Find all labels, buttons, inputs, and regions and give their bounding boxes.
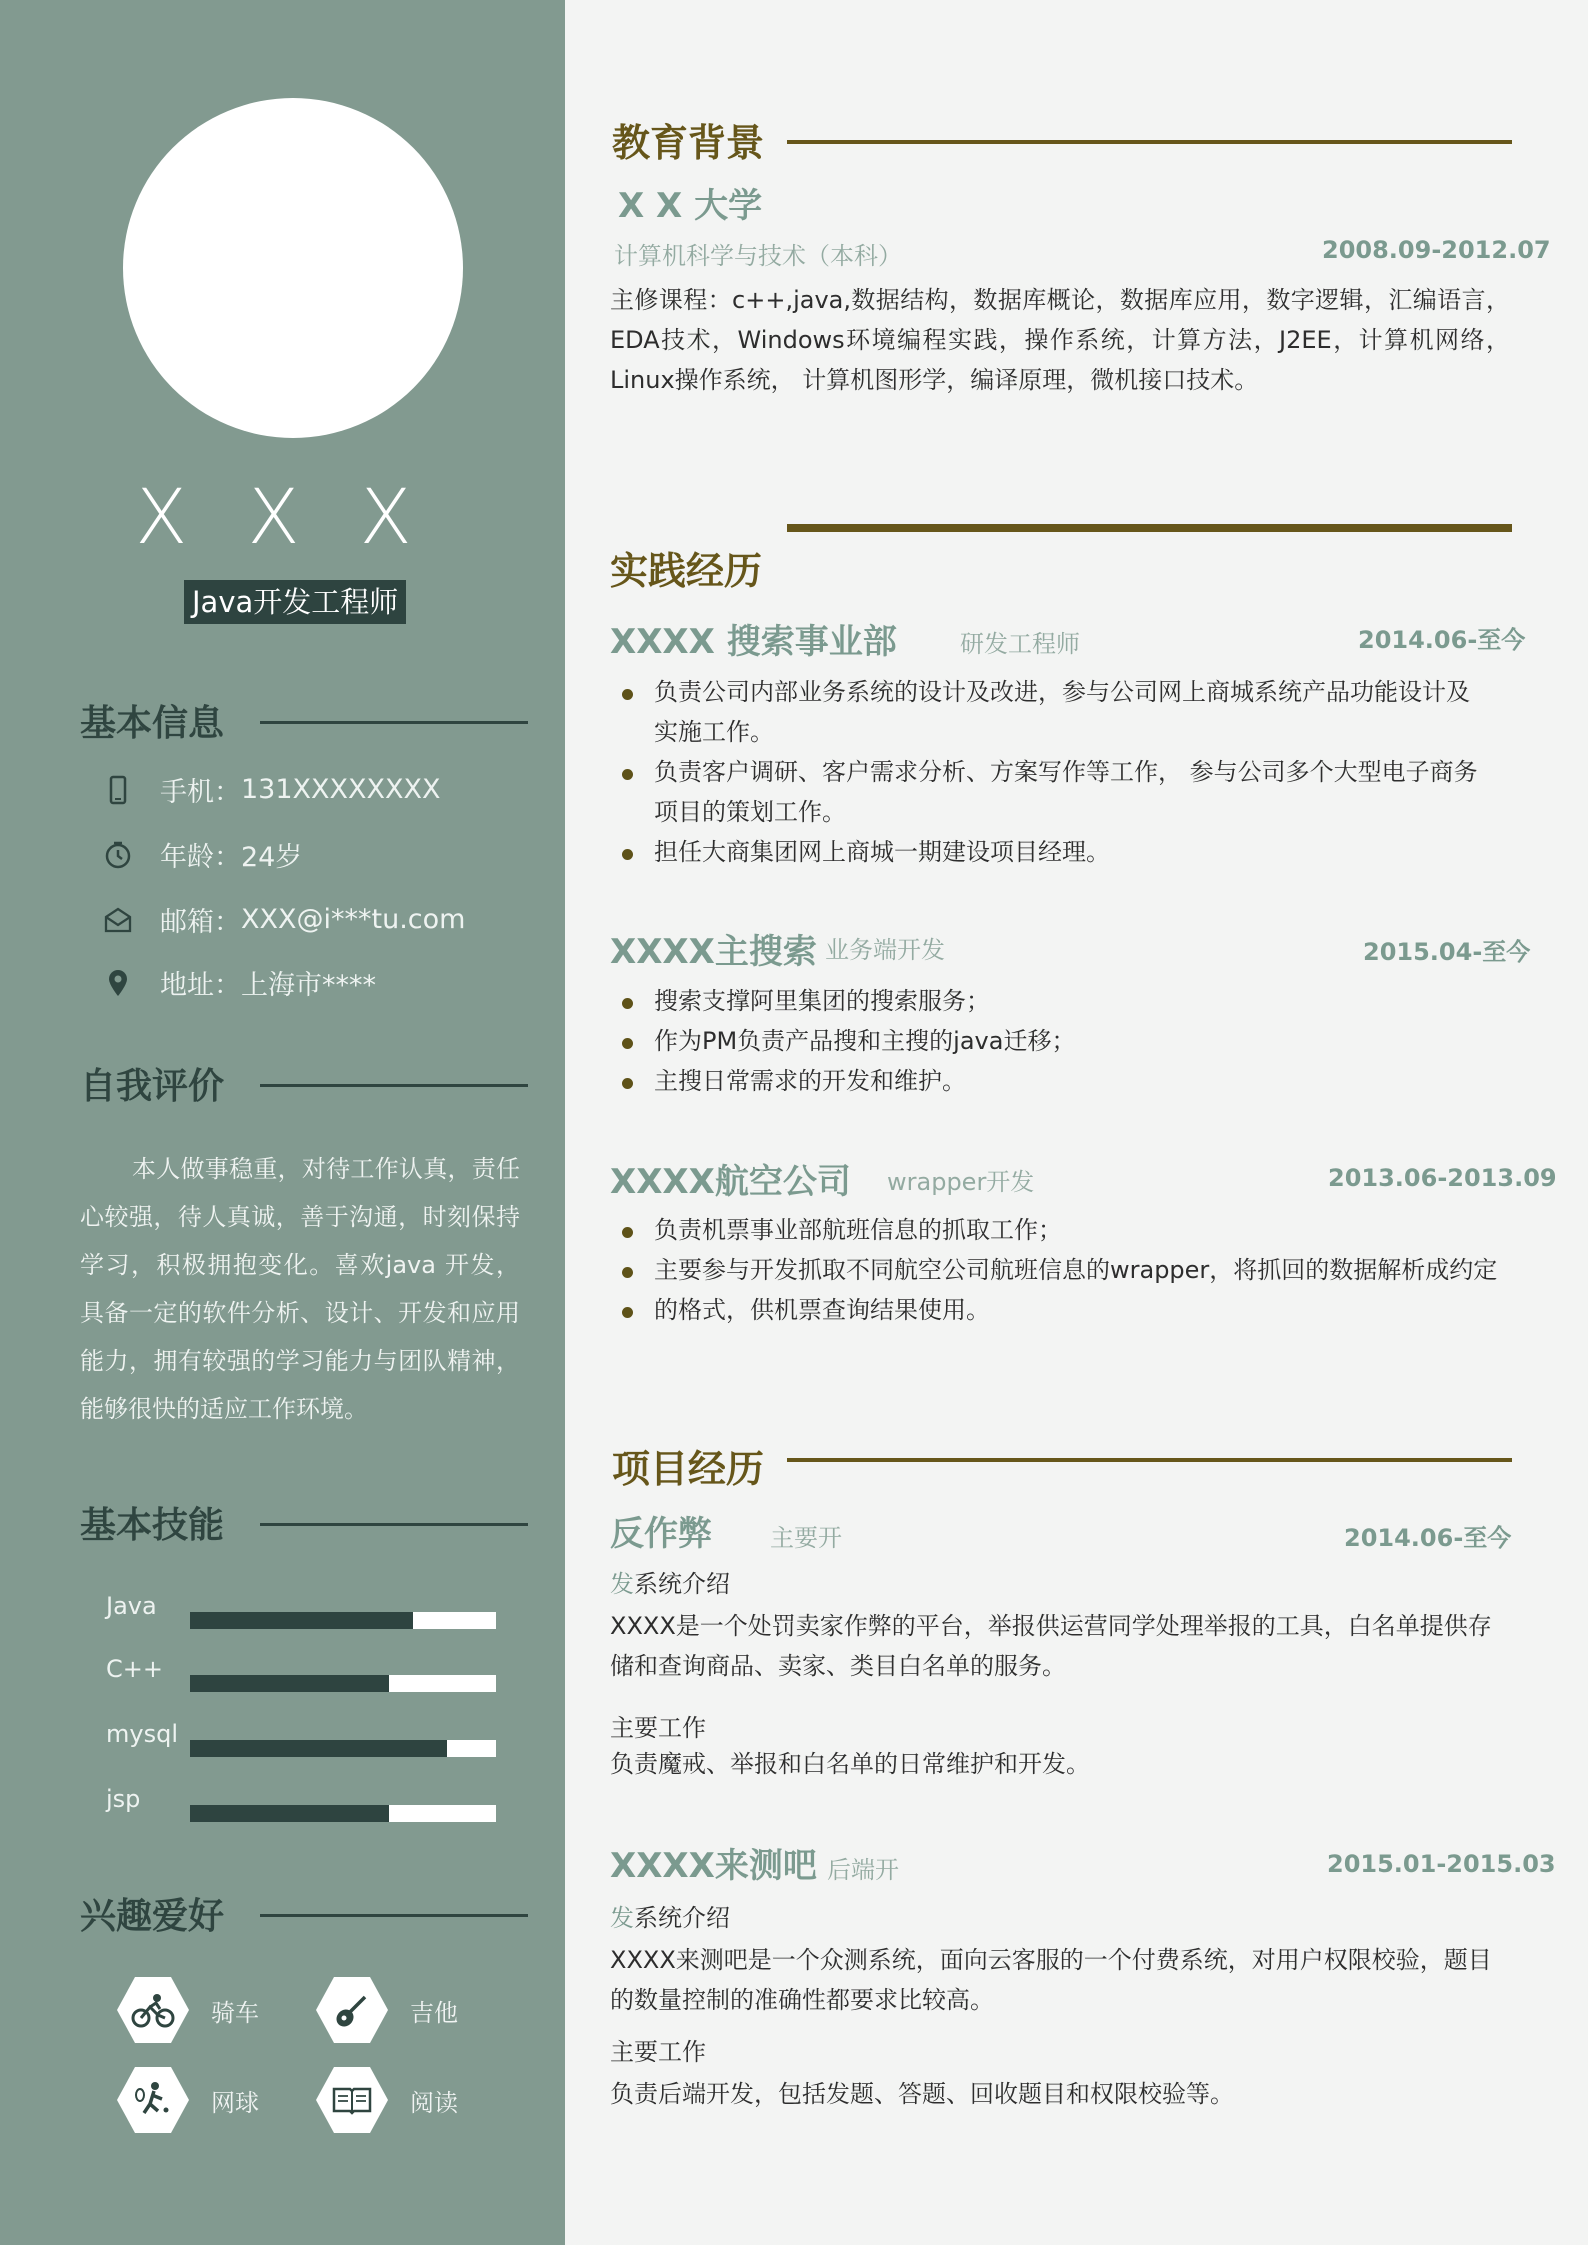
practice-bullets (610, 1210, 1510, 1330)
clock-icon (100, 837, 136, 873)
skill-row (106, 1592, 496, 1632)
mail-icon (100, 902, 136, 938)
project-role: 后端开 (827, 1856, 899, 1884)
age-value: 24岁 (241, 842, 303, 873)
skills-heading: 基本技能 (80, 1497, 224, 1548)
skill-level-fill (190, 1805, 389, 1822)
skill-level-fill (190, 1675, 389, 1692)
skill-level-fill (190, 1740, 447, 1757)
project-date: 2015.01-2015.03 (1327, 1850, 1556, 1878)
list-item: 担任大商集团网上商城一期建设项目经理。 (610, 832, 1490, 872)
hobby-cycling: 骑车 (117, 1977, 259, 2043)
tennis-icon (117, 2067, 189, 2133)
project-date: 2014.06-至今 (1344, 1524, 1512, 1552)
project-name: 反作弊 (610, 1514, 712, 1554)
phone-icon (100, 772, 136, 808)
list-item: 负责客户调研、客户需求分析、方案写作等工作， 参与公司多个大型电子商务项目的策划工作。 (610, 752, 1490, 832)
skill-name: Java (106, 1592, 157, 1620)
skill-bar (190, 1740, 496, 1757)
practice-date: 2014.06-至今 (1358, 626, 1526, 654)
self-eval-text: 本人做事稳重，对待工作认真，责任心较强，待人真诚，善于沟通，时刻保持学习，积极拥抱变化。喜欢java 开发，具备一定的软件分析、设计、开发和应用能力，拥有较强的学习能力与团队精神，能够很快的适应工作环境。 (80, 1155, 520, 1423)
skill-bar (190, 1675, 496, 1692)
practice-divider (787, 524, 1512, 532)
list-item: 主要参与开发抓取不同航空公司航班信息的wrapper，将抓回的数据解析成约定 (610, 1250, 1510, 1290)
practice-role: 业务端开发 (825, 936, 945, 964)
skill-name: jsp (106, 1785, 141, 1813)
person-name: X X X (135, 472, 430, 561)
skill-row (106, 1655, 496, 1695)
list-item: 搜索支撑阿里集团的搜索服务； (610, 981, 1490, 1021)
heading-divider (260, 1523, 528, 1526)
email-value: XXX@i***tu.com (241, 904, 466, 935)
hobbies-heading: 兴趣爱好 (80, 1888, 224, 1939)
practice-role: wrapper开发 (887, 1168, 1035, 1196)
job-title: Java开发工程师 (184, 580, 406, 624)
list-item: 主搜日常需求的开发和维护。 (610, 1061, 1490, 1101)
practice-bullets (610, 672, 1490, 872)
info-row-phone: 手机： 131XXXXXXXX (100, 770, 441, 809)
project-role: 主要开 (770, 1524, 842, 1552)
practice-date: 2013.06-2013.09 (1328, 1164, 1557, 1192)
education-date: 2008.09-2012.07 (1322, 236, 1551, 264)
courses-text: 主修课程：c++,java,数据结构，数据库概论，数据库应用，数字逻辑，汇编语言，EDA技术，Windows环境编程实践，操作系统，计算方法，J2EE，计算机网络，Linux操作系统， 计算机图形学，编译原理，微机接口技术。 (610, 286, 1510, 394)
self-eval-heading: 自我评价 (80, 1058, 224, 1109)
practice-company: XXXX航空公司 (610, 1162, 851, 1202)
phone-value: 131XXXXXXXX (241, 774, 441, 805)
project-intro-label: 发系统介绍 (610, 1570, 730, 1598)
profile-photo (123, 98, 463, 438)
list-item: 负责公司内部业务系统的设计及改进，参与公司网上商城系统产品功能设计及实施工作。 (610, 672, 1490, 752)
guitar-icon (316, 1977, 388, 2043)
hobby-guitar: 吉他 (316, 1977, 458, 2043)
practice-role: 研发工程师 (960, 630, 1080, 658)
practice-company: XXXX 搜索事业部 (610, 622, 897, 662)
skill-bar (190, 1805, 496, 1822)
skill-bar (190, 1612, 496, 1629)
list-item: 负责机票事业部航班信息的抓取工作； (610, 1210, 1510, 1250)
list-item: 作为PM负责产品搜和主搜的java迁移； (610, 1021, 1490, 1061)
cycling-icon (117, 1977, 189, 2043)
heading-divider (260, 1914, 528, 1917)
heading-divider (260, 721, 528, 724)
main-content (565, 0, 1588, 2245)
project-name: XXXX来测吧 (610, 1846, 817, 1886)
skill-name: C++ (106, 1655, 163, 1683)
school-name: X X 大学 (618, 186, 763, 226)
project-work-label: 主要工作 (610, 2038, 706, 2066)
skill-name: mysql (106, 1720, 178, 1748)
practice-bullets (610, 981, 1490, 1101)
projects-heading: 项目经历 (612, 1447, 765, 1491)
project-intro-text: XXXX是一个处罚卖家作弊的平台，举报供运营同学处理举报的工具，白名单提供存储和查询商品、卖家、类目白名单的服务。 (610, 1612, 1492, 1680)
list-item: 的格式，供机票查询结果使用。 (610, 1290, 1510, 1330)
skill-row (106, 1720, 496, 1760)
hobby-reading: 阅读 (316, 2067, 458, 2133)
sidebar (0, 0, 565, 2245)
info-row-email: 邮箱： XXX@i***tu.com (100, 900, 465, 939)
education-heading: 教育背景 (612, 121, 765, 165)
projects-divider (787, 1458, 1512, 1462)
practice-date: 2015.04-至今 (1363, 938, 1531, 966)
education-divider (787, 140, 1512, 144)
skill-row (106, 1785, 496, 1825)
project-work-text: 负责魔戒、举报和白名单的日常维护和开发。 (610, 1750, 1090, 1778)
practice-company: XXXX主搜索 (610, 932, 817, 972)
project-intro-text: XXXX来测吧是一个众测系统，面向云客服的一个付费系统，对用户权限校验，题目的数量控制的准确性都要求比较高。 (610, 1946, 1492, 2014)
hobby-tennis: 网球 (117, 2067, 259, 2133)
heading-divider (260, 1084, 528, 1087)
basic-info-heading: 基本信息 (80, 695, 224, 746)
address-value: 上海市**** (241, 970, 376, 1001)
project-intro-label: 发系统介绍 (610, 1904, 730, 1932)
info-row-age: 年龄： 24岁 (100, 835, 302, 874)
practice-heading: 实践经历 (610, 549, 763, 593)
skill-level-fill (190, 1612, 413, 1629)
project-work-text: 负责后端开发，包括发题、答题、回收题目和权限校验等。 (610, 2080, 1234, 2108)
project-work-label: 主要工作 (610, 1714, 706, 1742)
book-icon (316, 2067, 388, 2133)
info-row-address: 地址： 上海市**** (100, 963, 376, 1002)
major: 计算机科学与技术（本科） (614, 242, 902, 270)
location-pin-icon (100, 965, 136, 1001)
